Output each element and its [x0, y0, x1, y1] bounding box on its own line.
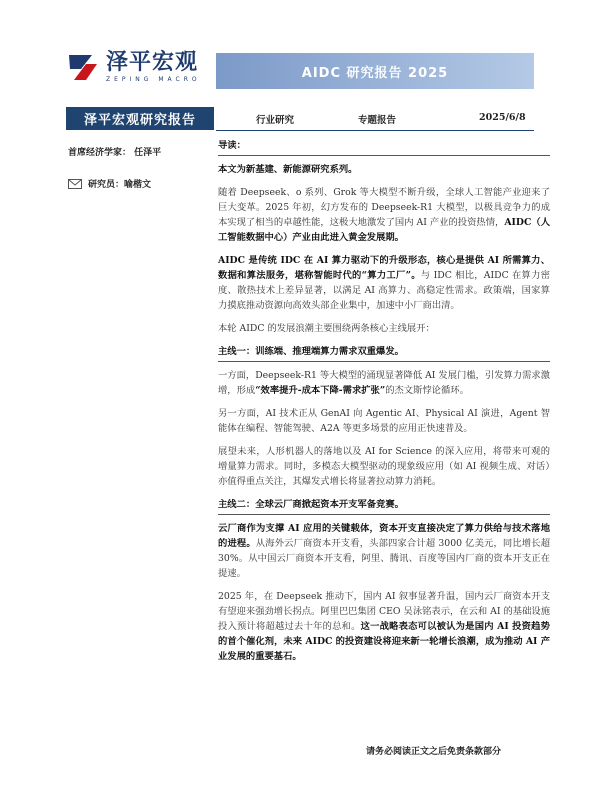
report-title: AIDC 研究报告 2025: [301, 65, 449, 81]
paragraph-5: 另一方面，AI 技术正从 GenAI 向 Agentic AI、Physical AI 演进，Agent 智能体在编程、智能驾驶、A2A 等更多场景的应用正快速普及。: [218, 408, 550, 434]
paragraph-7: 云厂商作为支撑 AI 应用的关键载体，资本开支直接决定了算力供给与技术落地的进程。从海外云厂商资本开支看，头部四家合计超 3000 亿美元，同比增长超 30%。从中国云厂商资本开支看，阿里、腾讯、百度等国内厂商的资本开支正在提速。: [218, 523, 550, 579]
paragraph-3: 本轮 AIDC 的发展浪潮主要围绕两条核心主线展开：: [218, 323, 435, 334]
paragraph-8: 2025 年，在 Deepseek 推动下，国内 AI 叙事显著升温，国内云厂商资本开支有望迎来强劲增长拐点。阿里巴巴集团 CEO 吴泳铭表示，在云和 AI 的基础设施投入预计将超越过去十年的总和。这一战略表态可以被认为是国内 AI 投资趋势的首个催化剂，未来 AIDC 的投资建设将迎来新一轮增长浪潮，成为推动 AI 产业发展的重要基石。: [218, 591, 550, 662]
report-kind: 专题报告: [358, 115, 397, 126]
paragraph-4: 一方面，Deepseek-R1 等大模型的涌现显著降低 AI 发展门槛，引发算力需求激增，形成“效率提升-成本下降-需求扩张”的杰文斯悖论循环。: [218, 370, 550, 396]
researcher: [68, 177, 151, 190]
report-body: [218, 138, 550, 672]
guide-heading: 导读：: [218, 138, 550, 156]
report-date: 2025/6/8: [479, 112, 526, 123]
mainline-2-heading: 主线二：全球云厂商掀起资本开支军备竞赛。: [218, 497, 550, 515]
logo-name: 泽平宏观: [106, 50, 199, 75]
side-banner: 泽平宏观研究报告: [66, 107, 214, 130]
researcher-name: 研究员：喻楷文: [88, 180, 152, 190]
report-title-bar: [216, 53, 534, 89]
paragraph-2: AIDC 是传统 IDC 在 AI 算力驱动下的升级形态，核心是提供 AI 所需算力、数据和算法服务，堪称智能时代的“算力工厂”。与 IDC 相比，AIDC 在算力密度、散热技术上差异显著，以满足 AI 高算力、高稳定性需求。政策端，国家算力摸底推动资源向高效头部企业集中，加速中小厂商出清。: [218, 255, 551, 311]
mainline-1-heading: 主线一：训练端、推理端算力需求双重爆发。: [218, 344, 550, 362]
paragraph-6: 展望未来，人形机器人的落地以及 AI for Science 的深入应用，将带来可观的增量算力需求。同时，多模态大模型驱动的现象级应用（如 AI 视频生成、对话）亦值得重点关注，其爆发式增长将显著拉动算力消耗。: [218, 446, 550, 487]
disclaimer-note: 请务必阅读正文之后免责条款部分: [366, 747, 502, 757]
report-type: 行业研究: [256, 115, 295, 126]
meta-row: [216, 107, 534, 131]
logo: [66, 50, 201, 84]
paragraph-1: 随着 Deepseek、o 系列、Grok 等大模型不断升级，全球人工智能产业迎来了巨大变革。2025 年初，幻方发布的 Deepseek-R1 大模型，以极具竞争力的成本实现了相当的卓越性能，这极大地激发了国内 AI 产业的投资热情，AIDC（人工智能数据中心）产业由此进入黄金发展期。: [218, 187, 550, 243]
chief-economist: 首席经济学家： 任泽平: [68, 148, 162, 158]
intro-line: 本文为新基建、新能源研究系列。: [218, 164, 358, 175]
logo-mark-icon: [66, 50, 100, 84]
mail-icon: [68, 179, 82, 189]
logo-subtitle: ZEPING MACRO: [106, 76, 201, 83]
